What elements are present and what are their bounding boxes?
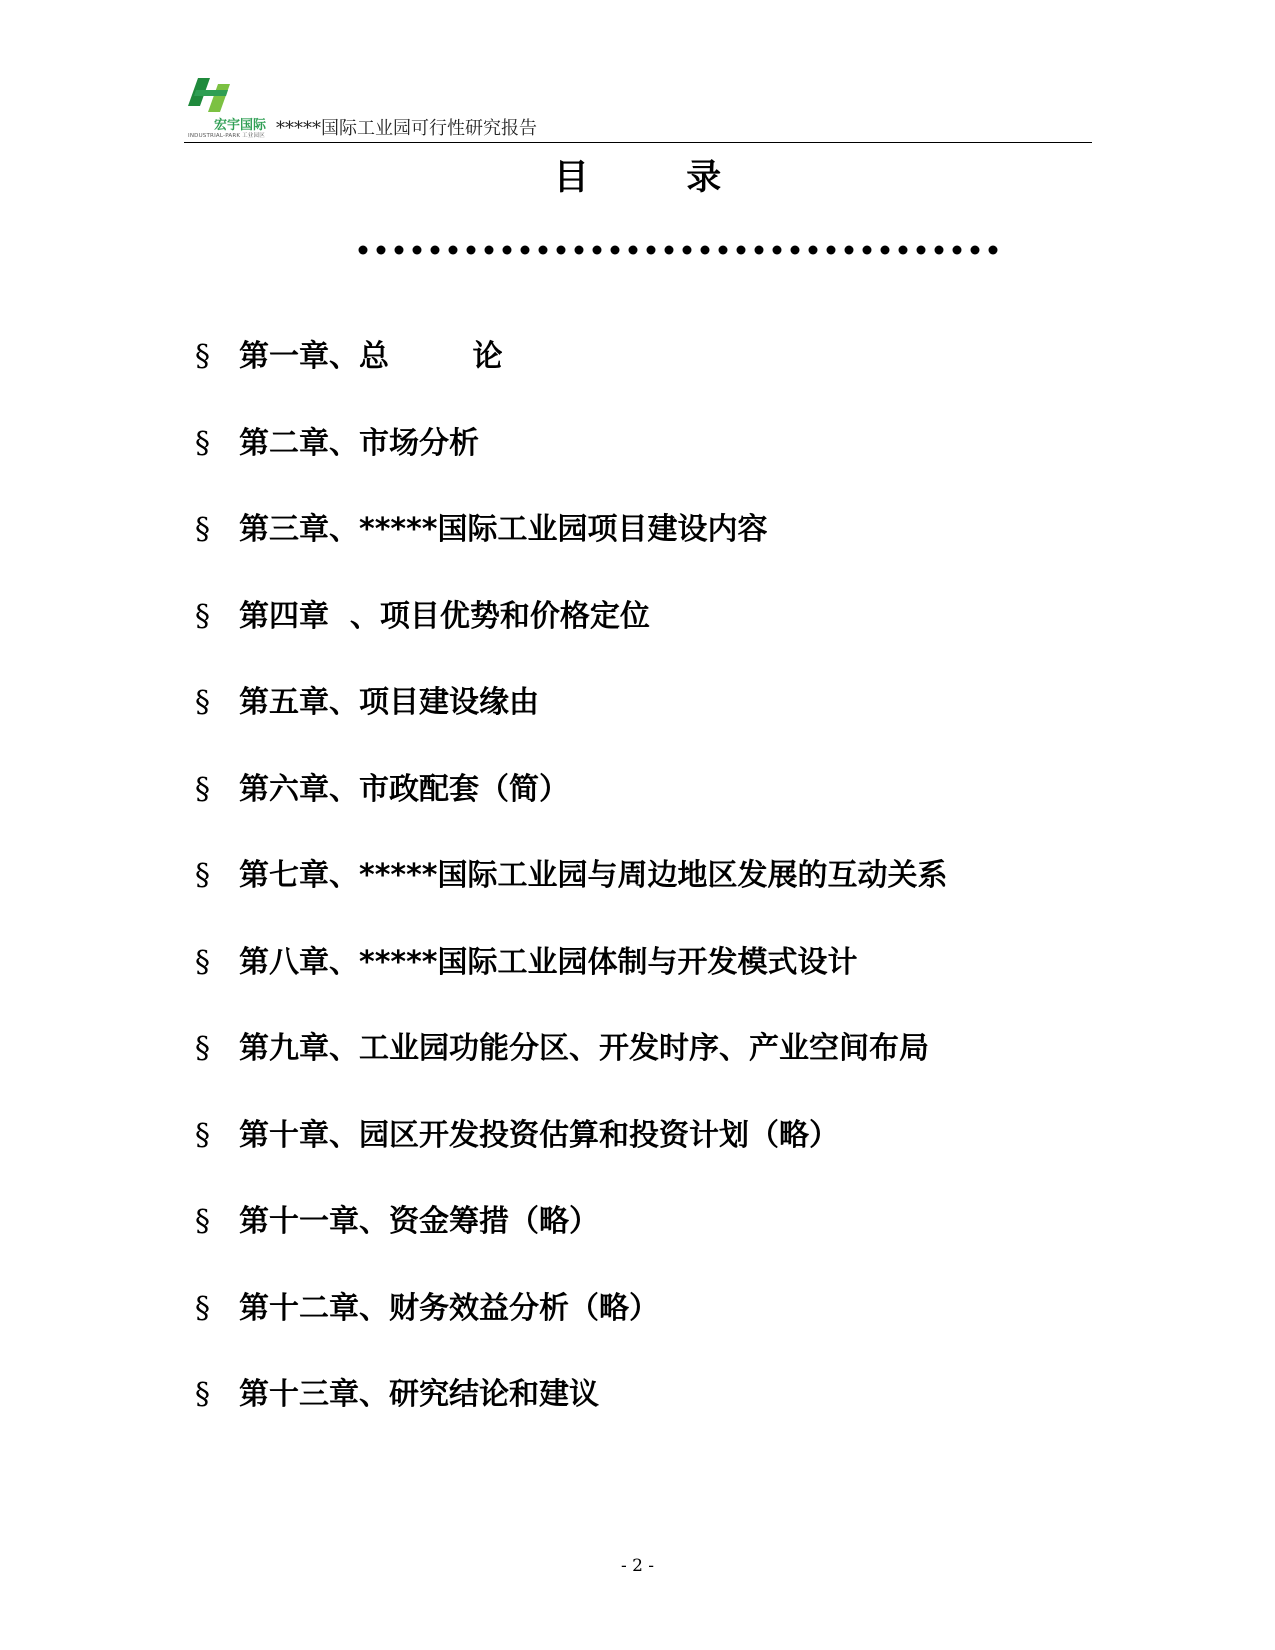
toc-item[interactable] — [195, 943, 947, 1030]
section-mark: § — [195, 1204, 210, 1239]
company-logo — [188, 76, 274, 138]
toc-item[interactable] — [195, 1375, 947, 1462]
section-mark: § — [195, 1031, 210, 1066]
section-mark: § — [195, 1377, 210, 1412]
toc-item[interactable] — [195, 510, 947, 597]
toc-item[interactable] — [195, 337, 947, 424]
toc-item-label: 第七章、*****国际工业园与周边地区发展的互动关系 — [239, 858, 948, 893]
section-mark: § — [195, 1290, 210, 1326]
section-mark: § — [195, 1117, 210, 1153]
section-mark: § — [195, 425, 210, 461]
toc-list — [195, 337, 947, 1462]
section-mark: § — [195, 771, 210, 807]
toc-item[interactable] — [195, 1202, 947, 1289]
toc-item-label: 第一章、总 论 — [239, 339, 503, 374]
toc-item[interactable] — [195, 683, 947, 770]
toc-title: 目 录 — [553, 158, 722, 198]
logo-english-text: INDUSTRIAL-PARK 工业园区 — [188, 133, 265, 139]
dotted-divider — [358, 244, 1004, 256]
toc-item[interactable] — [195, 424, 947, 511]
section-mark: § — [195, 858, 210, 893]
section-mark: § — [195, 685, 210, 720]
dotted-divider-icon — [358, 244, 1004, 256]
section-mark: § — [195, 512, 210, 547]
section-mark: § — [195, 944, 210, 980]
page-header — [184, 72, 1092, 143]
toc-item-label: 第十章、园区开发投资估算和投资计划（略） — [239, 1117, 839, 1153]
toc-item[interactable] — [195, 770, 947, 857]
toc-item[interactable] — [195, 1289, 947, 1376]
logo-h-icon — [188, 76, 248, 116]
toc-item-label: 第十三章、研究结论和建议 — [239, 1377, 599, 1412]
toc-item[interactable] — [195, 856, 947, 943]
toc-item[interactable] — [195, 597, 947, 684]
toc-item-label: 第九章、工业园功能分区、开发时序、产业空间布局 — [239, 1031, 929, 1066]
toc-item-label: 第十一章、资金筹措（略） — [239, 1204, 599, 1239]
page-number: - 2 - — [620, 1556, 655, 1576]
toc-item-label: 第三章、*****国际工业园项目建设内容 — [239, 512, 768, 547]
toc-item[interactable] — [195, 1029, 947, 1116]
toc-item[interactable] — [195, 1116, 947, 1203]
toc-item-label: 第二章、市场分析 — [239, 425, 479, 461]
logo-chinese-text: 宏宇国际 — [214, 118, 267, 133]
section-mark: § — [195, 598, 210, 634]
toc-item-label: 第十二章、财务效益分析（略） — [239, 1290, 659, 1326]
toc-item-label: 第八章、*****国际工业园体制与开发模式设计 — [239, 944, 858, 980]
section-mark: § — [195, 339, 210, 374]
report-header-title: *****国际工业园可行性研究报告 — [276, 118, 537, 139]
toc-item-label: 第四章 、项目优势和价格定位 — [239, 598, 650, 634]
toc-item-label: 第五章、项目建设缘由 — [239, 685, 539, 720]
toc-item-label: 第六章、市政配套（简） — [239, 771, 569, 807]
